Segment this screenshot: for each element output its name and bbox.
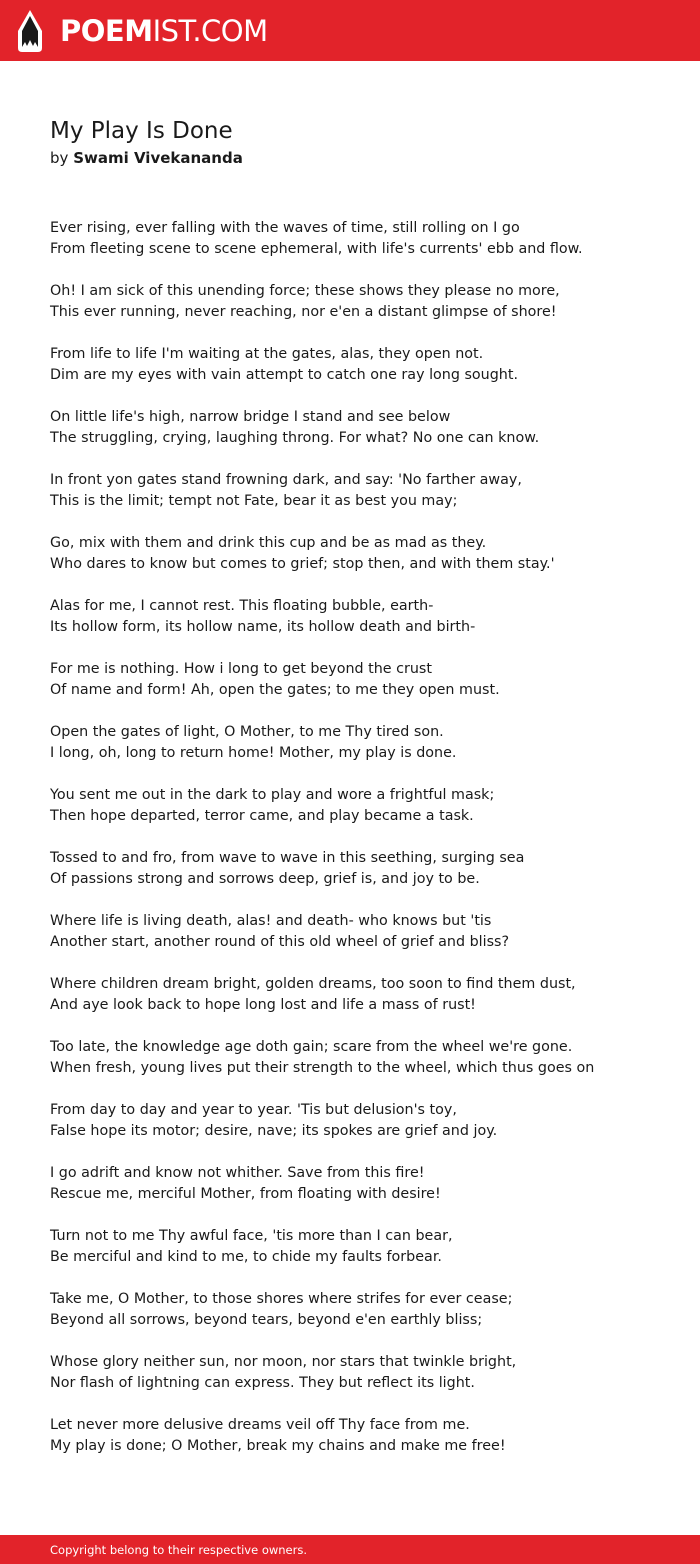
poem-line: Alas for me, I cannot rest. This floating bubble, earth- — [50, 598, 434, 614]
logo-text-light: IST.COM — [152, 14, 268, 48]
stanza — [50, 470, 670, 512]
stanza — [50, 344, 670, 386]
poem-line: Oh! I am sick of this unending force; these shows they please no more, — [50, 283, 560, 299]
stanza — [50, 1415, 670, 1457]
stanza — [50, 1100, 670, 1142]
poem-line: This is the limit; tempt not Fate, bear it as best you may; — [50, 493, 458, 509]
poem-line: Ever rising, ever falling with the waves of time, still rolling on I go — [50, 220, 520, 236]
site-header — [0, 0, 700, 61]
poem-line: Of name and form! Ah, open the gates; to me they open must. — [50, 682, 500, 698]
poem-title: My Play Is Done — [50, 118, 233, 144]
poem-line: Too late, the knowledge age doth gain; scare from the wheel we're gone. — [50, 1039, 573, 1055]
author-name: Swami Vivekananda — [73, 149, 243, 167]
poem-line: From life to life I'm waiting at the gates, alas, they open not. — [50, 346, 484, 362]
poem-line: Nor flash of lightning can express. They but reflect its light. — [50, 1375, 475, 1391]
poem-line: From day to day and year to year. 'Tis but delusion's toy, — [50, 1102, 457, 1118]
poem-line: False hope its motor; desire, nave; its spokes are grief and joy. — [50, 1123, 498, 1139]
poem-line: Whose glory neither sun, nor moon, nor stars that twinkle bright, — [50, 1354, 517, 1370]
stanza — [50, 1163, 670, 1205]
site-logo-text — [60, 9, 268, 53]
poem-line: Dim are my eyes with vain attempt to catch one ray long sought. — [50, 367, 519, 383]
copyright-notice: Copyright belong to their respective owners. — [50, 1543, 308, 1557]
poem-line: On little life's high, narrow bridge I stand and see below — [50, 409, 451, 425]
stanza — [50, 1289, 670, 1331]
poem-line: I go adrift and know not whither. Save from this fire! — [50, 1165, 425, 1181]
stanza — [50, 974, 670, 1016]
logo-text-bold: POEM — [60, 14, 153, 48]
poem-line: In front yon gates stand frowning dark, and say: 'No farther away, — [50, 472, 522, 488]
poem-line: I long, oh, long to return home! Mother, my play is done. — [50, 745, 457, 761]
stanza — [50, 659, 670, 701]
poem-line: Its hollow form, its hollow name, its hollow death and birth- — [50, 619, 476, 635]
poem-line: My play is done; O Mother, break my chains and make me free! — [50, 1438, 506, 1454]
poem-line: Turn not to me Thy awful face, 'tis more than I can bear, — [50, 1228, 453, 1244]
poem-line: And aye look back to hope long lost and life a mass of rust! — [50, 997, 476, 1013]
stanza — [50, 596, 670, 638]
poem-line: This ever running, never reaching, nor e'en a distant glimpse of shore! — [50, 304, 557, 320]
poem-line: Open the gates of light, O Mother, to me Thy tired son. — [50, 724, 444, 740]
poem-line: Another start, another round of this old wheel of grief and bliss? — [50, 934, 510, 950]
poem-line: You sent me out in the dark to play and wore a frightful mask; — [50, 787, 495, 803]
stanza — [50, 218, 670, 260]
stanza — [50, 911, 670, 953]
byline — [50, 148, 650, 168]
poem-line: Of passions strong and sorrows deep, grief is, and joy to be. — [50, 871, 480, 887]
poem-line: The struggling, crying, laughing throng. For what? No one can know. — [50, 430, 540, 446]
poem-line: Where life is living death, alas! and death- who knows but 'tis — [50, 913, 492, 929]
poem-line: Be merciful and kind to me, to chide my faults forbear. — [50, 1249, 442, 1265]
poem-line: Where children dream bright, golden dreams, too soon to find them dust, — [50, 976, 576, 992]
poem-line: Then hope departed, terror came, and play became a task. — [50, 808, 474, 824]
stanza — [50, 533, 670, 575]
poem-header — [50, 114, 650, 168]
stanza — [50, 1226, 670, 1268]
poem-line: When fresh, young lives put their strength to the wheel, which thus goes on — [50, 1060, 595, 1076]
byline-label: by — [50, 149, 69, 167]
site-footer — [0, 1535, 700, 1564]
poem-line: For me is nothing. How i long to get beyond the crust — [50, 661, 432, 677]
poem-body — [50, 218, 670, 1478]
site-logo-link[interactable] — [16, 9, 268, 53]
poem-line: Rescue me, merciful Mother, from floating with desire! — [50, 1186, 441, 1202]
poem-line: Beyond all sorrows, beyond tears, beyond e'en earthly bliss; — [50, 1312, 483, 1328]
poem-line: Go, mix with them and drink this cup and be as mad as they. — [50, 535, 487, 551]
poem-line: Take me, O Mother, to those shores where strifes for ever cease; — [50, 1291, 513, 1307]
poem-line: Let never more delusive dreams veil off Thy face from me. — [50, 1417, 470, 1433]
poem-line: Who dares to know but comes to grief; stop then, and with them stay.' — [50, 556, 555, 572]
stanza — [50, 1352, 670, 1394]
stanza — [50, 722, 670, 764]
stanza — [50, 785, 670, 827]
poem-line: From fleeting scene to scene ephemeral, with life's currents' ebb and flow. — [50, 241, 583, 257]
stanza — [50, 407, 670, 449]
stanza — [50, 281, 670, 323]
stanza — [50, 1037, 670, 1079]
poem-line: Tossed to and fro, from wave to wave in this seething, surging sea — [50, 850, 525, 866]
stanza — [50, 848, 670, 890]
pen-nib-icon — [16, 9, 44, 53]
